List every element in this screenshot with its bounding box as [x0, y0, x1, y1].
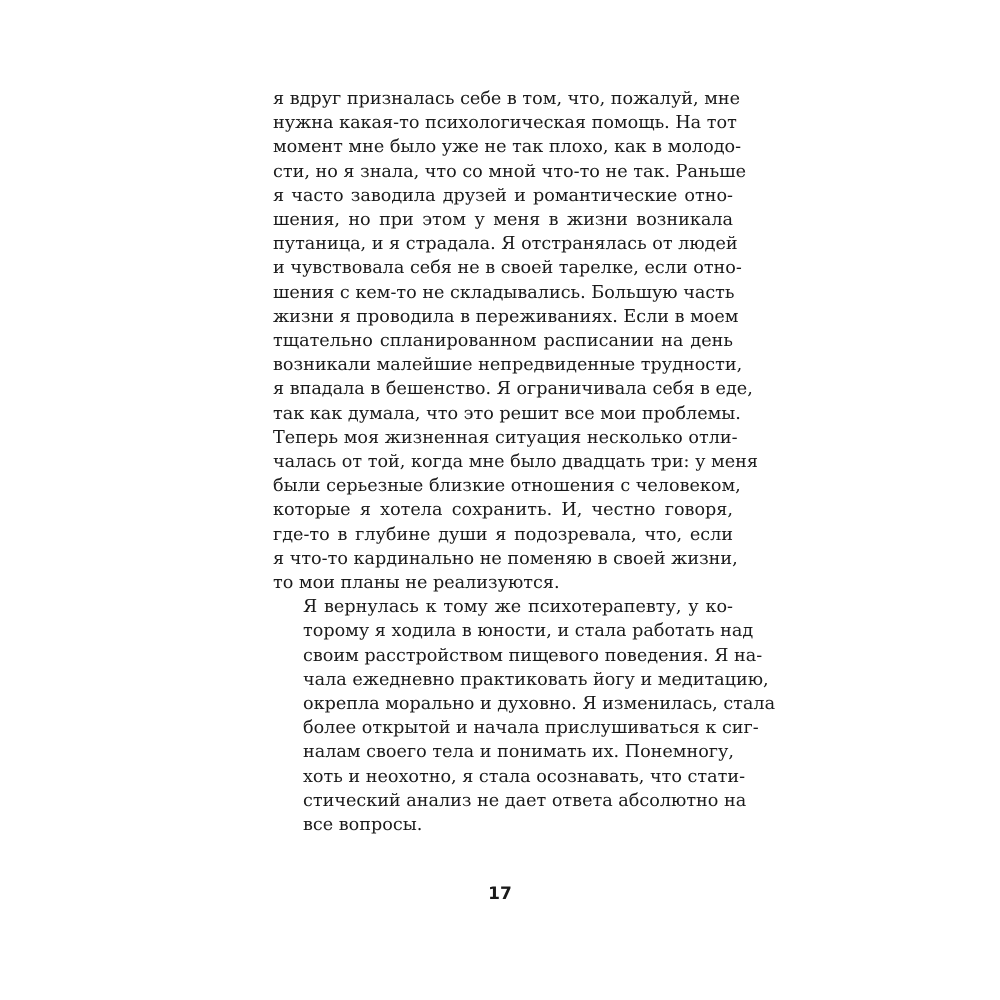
text-line: шения, но при этом у меня в жизни возникала [273, 210, 733, 231]
text-line: тщательно спланированном расписании на день [273, 331, 733, 352]
text-line: я часто заводила друзей и романтические отно- [273, 185, 733, 206]
text-line: то мои планы не реализуются. [273, 573, 560, 594]
text-line: торому я ходила в юности, и стала работать над [303, 621, 754, 642]
text-line: я вдруг призналась себе в том, что, пожалуй, мне [273, 89, 741, 109]
text-line: все вопросы. [303, 815, 423, 836]
body-text [273, 87, 776, 837]
text-line: и чувствовала себя не в своей тарелке, если отно- [273, 258, 742, 279]
text-line: жизни я проводила в переживаниях. Если в моем [273, 306, 739, 327]
text-line: были серьезные близкие отношения с человеком, [273, 476, 741, 497]
text-line: сти, но я знала, что со мной что-то не так. Раньше [273, 161, 747, 182]
text-line: я что-то кардинально не поменяю в своей жизни, [273, 548, 738, 569]
text-line: более открытой и начала прислушиваться к сиг- [303, 718, 759, 739]
text-line: чалась от той, когда мне было двадцать три: у меня [273, 452, 758, 473]
text-line: чала ежедневно практиковать йогу и медитацию, [303, 669, 769, 690]
paragraph-2 [273, 595, 776, 837]
text-line: Я вернулась к тому же психотерапевту, у ко- [303, 597, 733, 618]
text-line: стический анализ не дает ответа абсолютно на [303, 790, 747, 811]
text-line: налам своего тела и понимать их. Понемногу, [303, 742, 734, 763]
paragraph-1 [273, 87, 758, 595]
text-line: хоть и неохотно, я стала осознавать, что стати- [303, 766, 746, 787]
text-line: так как думала, что это решит все мои проблемы. [273, 403, 741, 424]
text-line: окрепла морально и духовно. Я изменилась, стала [303, 694, 776, 715]
page-number: 17 [488, 884, 512, 904]
text-line: момент мне было уже не так плохо, как в молодо- [273, 137, 742, 158]
text-line: которые я хотела сохранить. И, честно говоря, [273, 500, 733, 521]
text-line: я впадала в бешенство. Я ограничивала себя в еде, [273, 379, 753, 400]
text-line: возникали малейшие непредвиденные трудности, [273, 355, 743, 376]
text-line: Теперь моя жизненная ситуация несколько отли- [273, 427, 738, 448]
text-line: путаница, и я страдала. Я отстранялась от людей [273, 234, 738, 255]
text-line: шения с кем-то не складывались. Большую часть [273, 282, 735, 303]
text-line: где-то в глубине души я подозревала, что, если [273, 524, 733, 545]
text-line: нужна какая-то психологическая помощь. На тот [273, 113, 737, 134]
text-line: своим расстройством пищевого поведения. Я на- [303, 645, 763, 666]
